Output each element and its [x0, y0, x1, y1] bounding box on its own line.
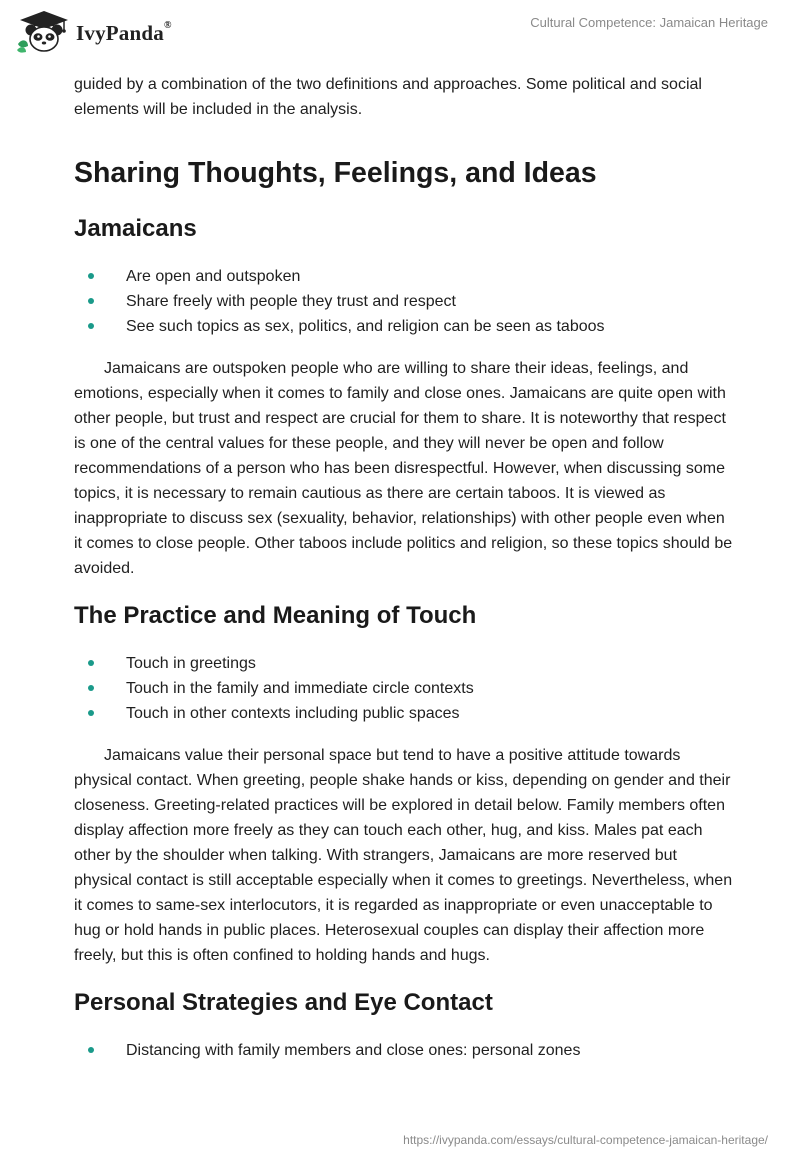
bullet-icon — [88, 685, 94, 691]
list-item: Share freely with people they trust and respect — [74, 289, 734, 314]
document-title: Cultural Competence: Jamaican Heritage — [530, 15, 768, 30]
panda-logo-icon — [14, 8, 72, 59]
list-item: Are open and outspoken — [74, 264, 734, 289]
article-content — [74, 72, 734, 1063]
list-item: Touch in greetings — [74, 651, 734, 676]
bullet-icon — [88, 710, 94, 716]
source-url[interactable]: https://ivypanda.com/essays/cultural-competence-jamaican-heritage/ — [403, 1133, 768, 1147]
page-header — [0, 0, 800, 70]
section-title: Sharing Thoughts, Feelings, and Ideas — [74, 157, 597, 189]
brand-name: IvyPanda® — [76, 20, 172, 45]
logo[interactable] — [14, 8, 172, 59]
intro-paragraph: guided by a combination of the two definitions and approaches. Some political and social elements will be included in the analysis. — [74, 76, 702, 118]
touch-paragraph: Jamaicans value their personal space but tend to have a positive attitude towards physical contact. When greeting, people shake hands or kiss, depending on gender and their closeness. Greeting-related practices will be explored in detail below. Family members often display affection more freely as they can touch each other, hug, and kiss. Males pat each other by the shoulder when talking. With strangers, Jamaicans are more reserved but physical contact is still acceptable especially when it comes to greetings. Nevertheless, when it comes to same-sex interlocutors, it is regarded as inappropriate or even unacceptable to hug or hold hands in public places. Heterosexual couples can display their affection more freely, but this is often confined to holding hands and hugs. — [74, 747, 733, 964]
list-item: Distancing with family members and close ones: personal zones — [74, 1038, 734, 1063]
bullet-icon — [88, 298, 94, 304]
list-item: Touch in other contexts including public spaces — [74, 701, 734, 726]
jamaicans-paragraph: Jamaicans are outspoken people who are willing to share their ideas, feelings, and emotions, especially when it comes to family and close ones. Jamaicans are quite open with other people, but trust and respect are crucial for them to share. It is noteworthy that respect is one of the central values for these people, and they will never be open and follow recommendations of a person who has been disrespectful. However, when discussing some topics, it is necessary to remain cautious as there are certain taboos. It is viewed as inappropriate to discuss sex (sexuality, behavior, relationships) with other people even when it comes to close people. Other taboos include politics and religion, so these topics should be avoided. — [74, 360, 733, 577]
touch-bullet-list — [74, 651, 734, 726]
jamaicans-bullet-list — [74, 264, 734, 339]
list-item: See such topics as sex, politics, and religion can be seen as taboos — [74, 314, 734, 339]
bullet-icon — [88, 273, 94, 279]
jamaicans-heading: Jamaicans — [74, 215, 197, 242]
bullet-icon — [88, 323, 94, 329]
list-item: Touch in the family and immediate circle contexts — [74, 676, 734, 701]
bullet-icon — [88, 1047, 94, 1053]
eye-contact-heading: Personal Strategies and Eye Contact — [74, 989, 493, 1016]
touch-heading: The Practice and Meaning of Touch — [74, 602, 477, 629]
bullet-icon — [88, 660, 94, 666]
eye-contact-bullet-list — [74, 1038, 734, 1063]
